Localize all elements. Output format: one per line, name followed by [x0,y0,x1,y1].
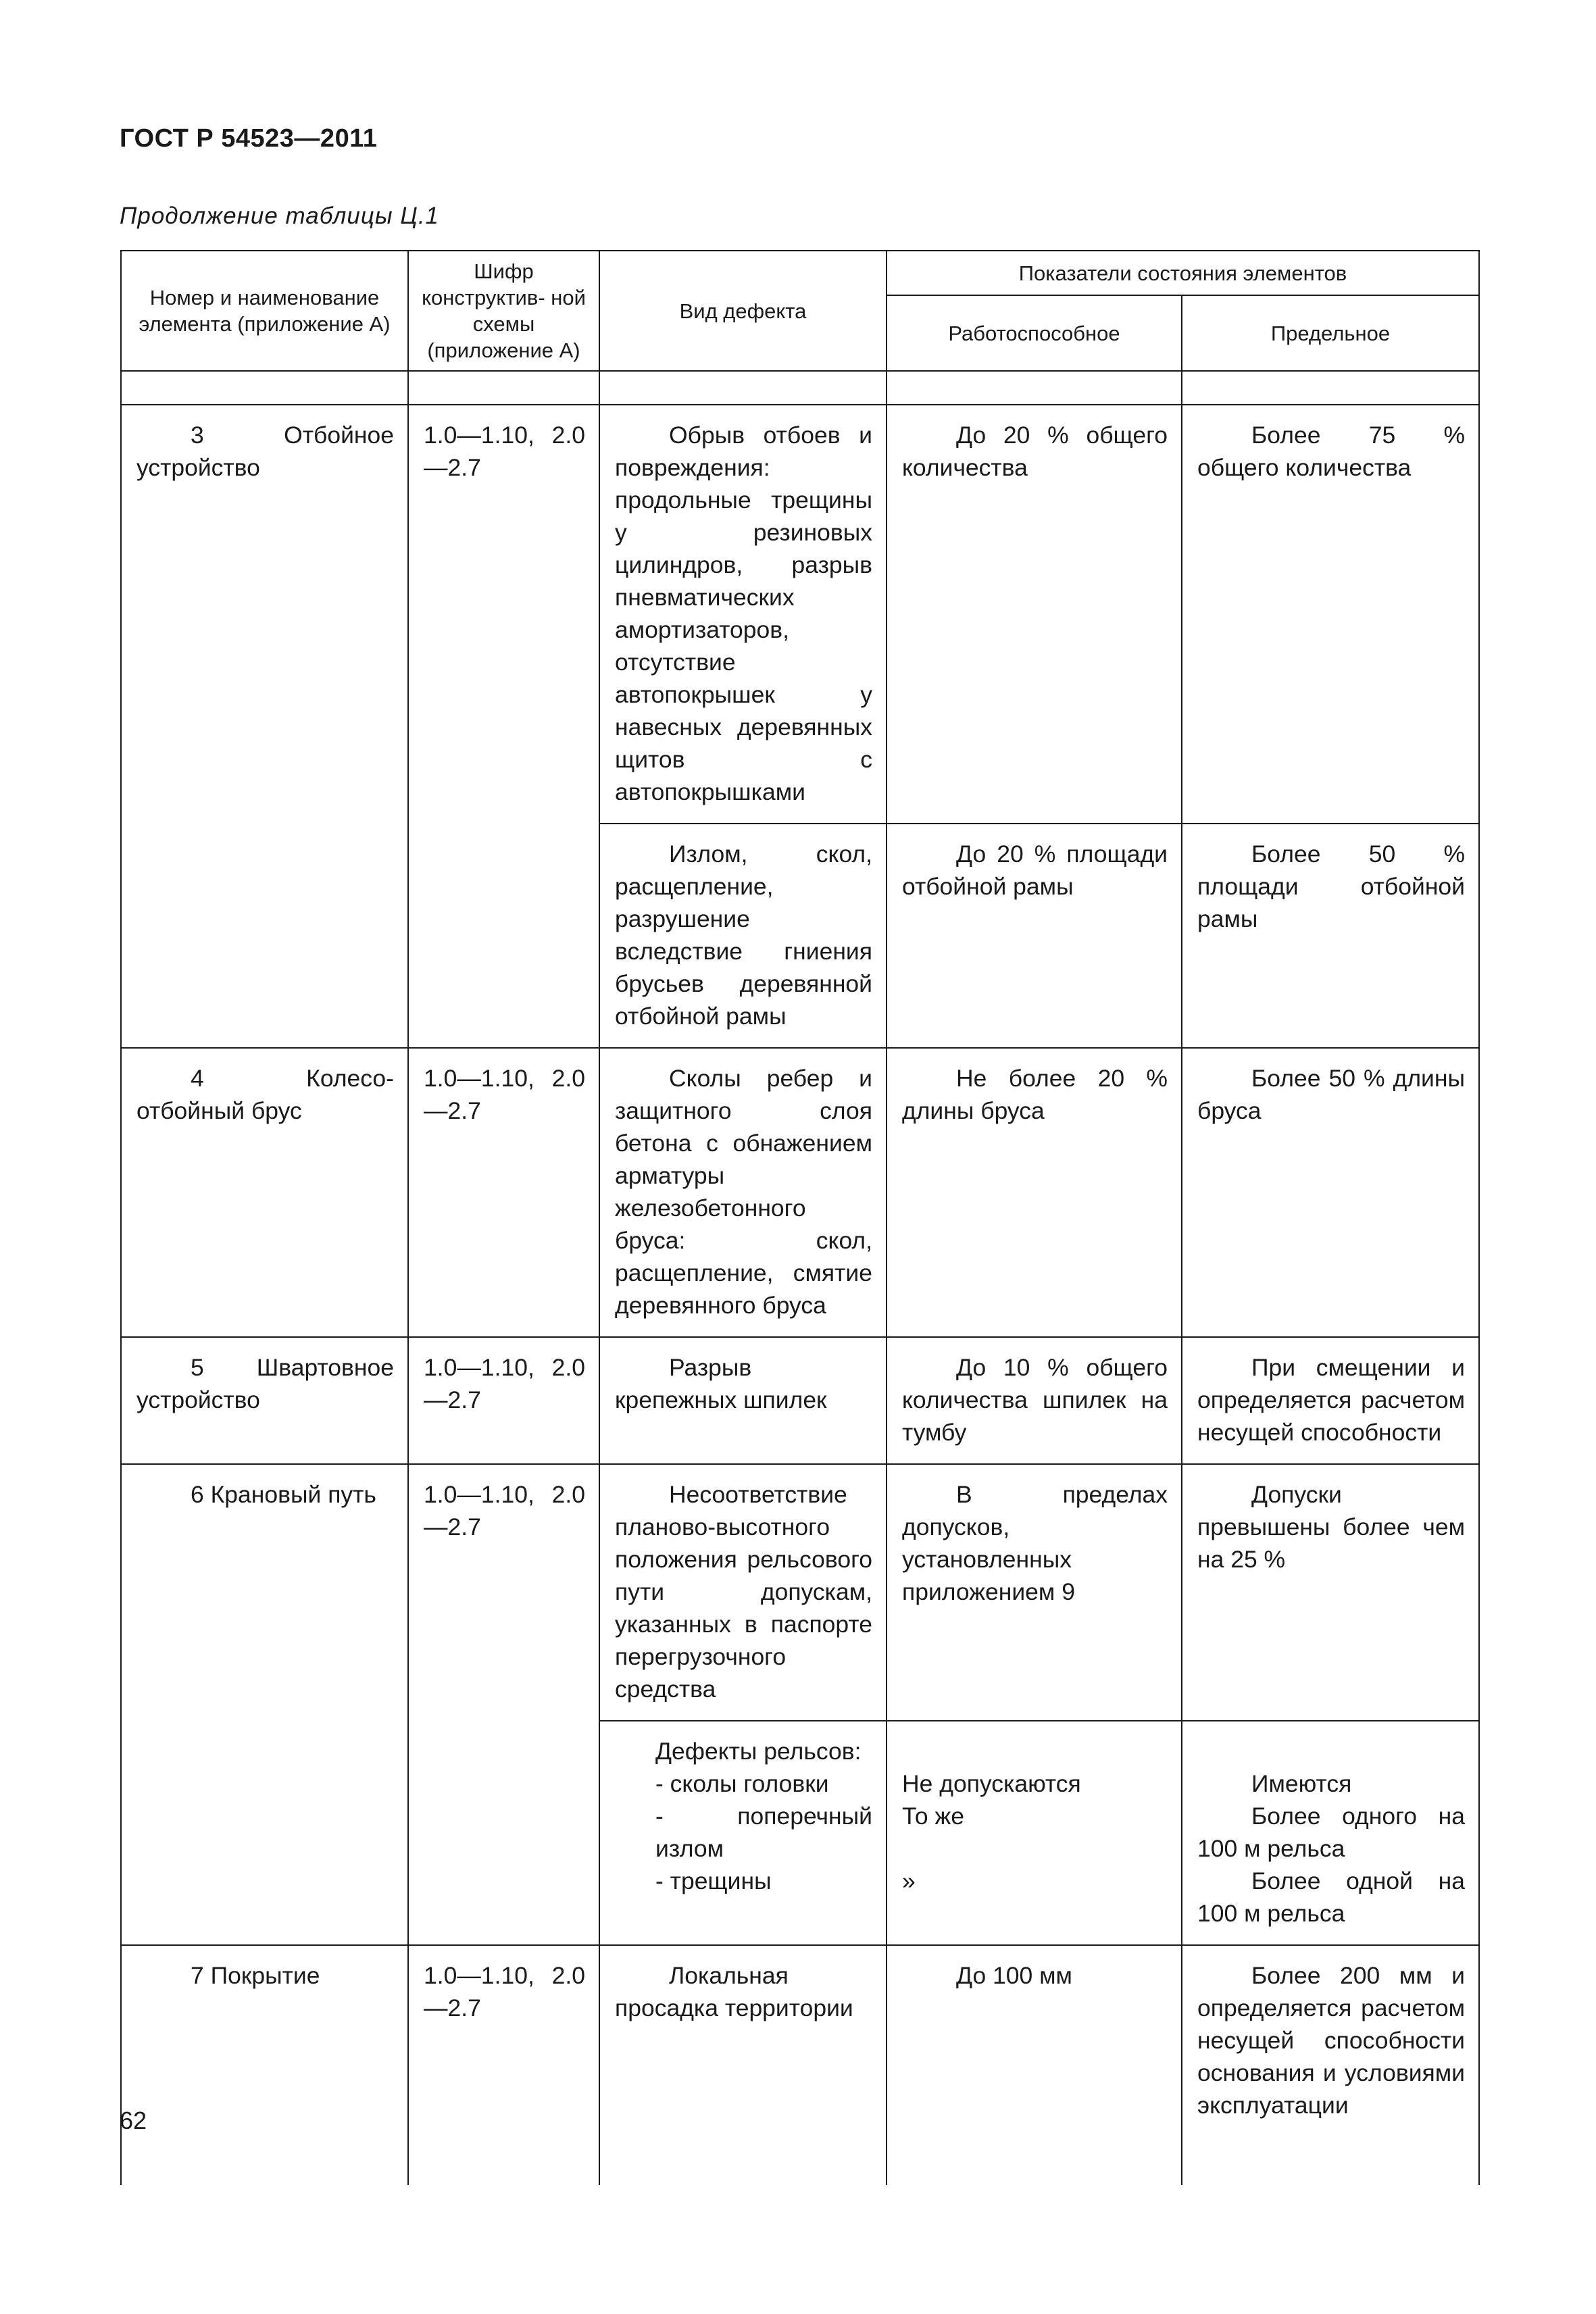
table-body [121,371,1479,2185]
defect-list-item: - трещины [655,1867,772,1894]
workable-item: » [902,1867,916,1894]
header-element: Номер и наименование элемента (приложение А) [121,251,408,371]
cell-defect: Несоответствие планово-высотного положения рельсового пути допускам, указанных в паспорте перегрузочного средства [599,1464,887,1721]
workable-item: Не допускаются [902,1770,1081,1797]
cell-defect: Разрыв крепежных шпилек [599,1337,887,1464]
page-number: 62 [120,2107,147,2134]
cell-defect: Локальная просадка территории [599,1945,887,2185]
cell-cipher: 1.0—1.10, 2.0—2.7 [408,1945,599,2185]
limit-item: Более одного на 100 м рельса [1197,1803,1466,1862]
cell-limit: Более 200 мм и определяется расчетом несущей способности основания и условиями эксплуатации [1182,1945,1479,2185]
table-row [121,1464,1479,1721]
table-caption: Продолжение таблицы Ц.1 [120,203,440,229]
header-cipher: Шифр конструктив- ной схемы (приложение А) [408,251,599,371]
table-row [121,1337,1479,1464]
cell-cipher: 1.0—1.10, 2.0—2.7 [408,1337,599,1464]
table-header [121,251,1479,371]
table-row [121,1945,1479,2185]
table-row [121,405,1479,824]
cell-limit: При смещении и определяется расчетом несущей способности [1182,1337,1479,1464]
cell-workable: До 100 мм [887,1945,1182,2185]
cell-element: 5 Швартовное устройство [121,1337,408,1464]
limit-item: Имеются [1251,1770,1352,1797]
cell-workable: До 20 % площади отбойной рамы [887,824,1182,1048]
cell-defect [599,1721,887,1945]
limit-item: Более одной на 100 м рельса [1197,1867,1466,1927]
cell-cipher: 1.0—1.10, 2.0—2.7 [408,1048,599,1337]
defects-table [120,250,1480,2185]
header-indicators: Показатели состояния элементов [887,251,1479,295]
cell-defect: Сколы ребер и защитного слоя бетона с обнажением арматуры железобетонного бруса: скол, расщепление, смятие деревянного бруса [599,1048,887,1337]
cell-cipher: 1.0—1.10, 2.0—2.7 [408,1464,599,1945]
cell-defect: Излом, скол, расщепление, разрушение вследствие гниения брусьев деревянной отбойной рамы [599,824,887,1048]
cell-limit: Допуски превышены более чем на 25 % [1182,1464,1479,1721]
cell-element: 3 Отбойное устройство [121,405,408,1048]
header-limit: Предельное [1182,295,1479,371]
cell-limit: Более 50 % длины бруса [1182,1048,1479,1337]
cell-element: 4 Колесо-отбойный брус [121,1048,408,1337]
cell-workable: В пределах допусков, установленных приложением 9 [887,1464,1182,1721]
header-defect: Вид дефекта [599,251,887,371]
cell-cipher: 1.0—1.10, 2.0—2.7 [408,405,599,1048]
defect-list-item: - поперечный излом [655,1803,872,1862]
cell-workable: До 20 % общего количества [887,405,1182,824]
document-code: ГОСТ Р 54523—2011 [120,124,378,153]
cell-limit: Более 75 % общего количества [1182,405,1479,824]
defect-list-title: Дефекты рельсов: [655,1738,862,1765]
cell-workable: До 10 % общего количества шпилек на тумбу [887,1337,1182,1464]
cell-limit [1182,1721,1479,1945]
cell-limit: Более 50 % площади отбойной рамы [1182,824,1479,1048]
workable-item: То же [902,1803,965,1830]
cell-workable: Не более 20 % длины бруса [887,1048,1182,1337]
cell-workable [887,1721,1182,1945]
cell-element: 6 Крановый путь [121,1464,408,1945]
cell-element: 7 Покрытие [121,1945,408,2185]
defect-list-item: - сколы головки [655,1770,829,1797]
header-workable: Работоспособное [887,295,1182,371]
cell-defect: Обрыв отбоев и повреждения: продольные трещины у резиновых цилиндров, разрыв пневматических амортизаторов, отсутствие автопокрышек у навесных деревянных щитов с автопокрышками [599,405,887,824]
table-row [121,1048,1479,1337]
